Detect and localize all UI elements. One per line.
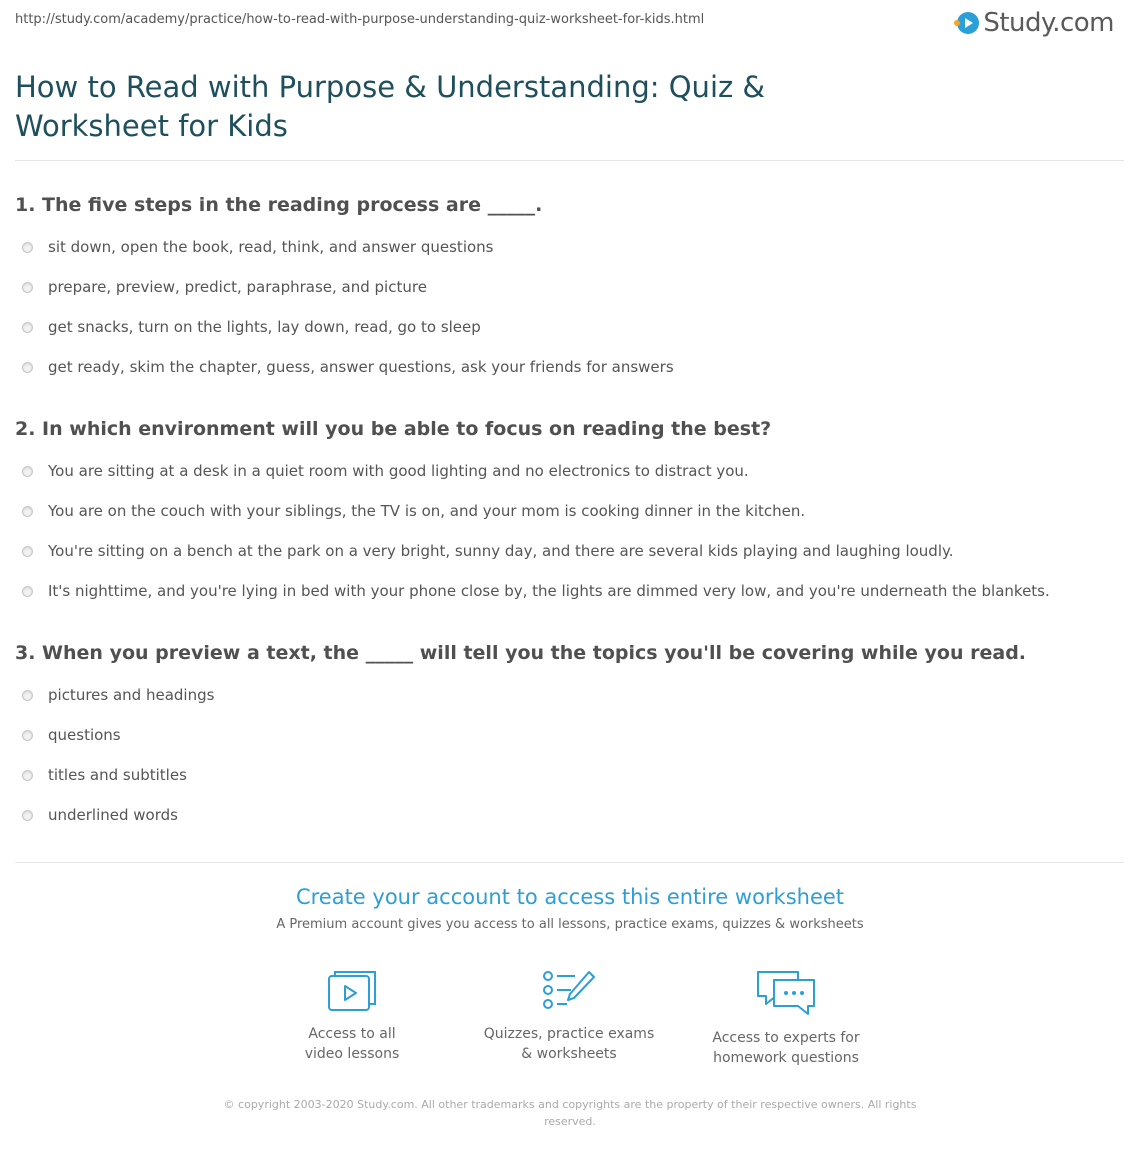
logo-text: Study.com <box>983 8 1114 38</box>
feature-experts <box>686 968 886 1068</box>
answer-option[interactable] <box>22 582 1050 600</box>
answer-option[interactable] <box>22 542 954 560</box>
radio-button[interactable] <box>22 322 33 333</box>
feature-quizzes <box>469 968 669 1064</box>
option-label: questions <box>48 726 121 744</box>
option-label: sit down, open the book, read, think, and answer questions <box>48 238 494 256</box>
radio-button[interactable] <box>22 586 33 597</box>
radio-button[interactable] <box>22 466 33 477</box>
video-lesson-icon <box>326 968 378 1014</box>
radio-button[interactable] <box>22 362 33 373</box>
copyright-notice: © copyright 2003-2020 Study.com. All other trademarks and copyrights are the property of their respective owners. All rights reserved. <box>223 1098 917 1128</box>
option-label: titles and subtitles <box>48 766 187 784</box>
answer-option[interactable] <box>22 278 427 296</box>
answer-option[interactable] <box>22 238 493 256</box>
answer-option[interactable] <box>22 502 805 520</box>
option-label: You are sitting at a desk in a quiet room with good lighting and no electronics to distract you. <box>48 462 749 480</box>
question-1: 1. The five steps in the reading process are _____. <box>15 194 543 216</box>
page-url: http://study.com/academy/practice/how-to-read-with-purpose-understanding-quiz-worksheet-for-kids.html <box>15 12 705 27</box>
page-title: How to Read with Purpose & Understanding: Quiz & Worksheet for Kids <box>15 70 766 143</box>
quiz-checklist-icon <box>541 968 597 1014</box>
create-account-link[interactable]: Create your account to access this entire worksheet <box>295 885 845 909</box>
feature-label: Quizzes, practice exams & worksheets <box>483 1026 655 1062</box>
radio-button[interactable] <box>22 690 33 701</box>
answer-option[interactable] <box>22 806 178 824</box>
option-label: You are on the couch with your siblings, the TV is on, and your mom is cooking dinner in the kitchen. <box>48 502 806 520</box>
answer-option[interactable] <box>22 358 674 376</box>
option-label: get snacks, turn on the lights, lay down, read, go to sleep <box>48 318 481 336</box>
cta-subtitle: A Premium account gives you access to all lessons, practice exams, quizzes & worksheets <box>276 917 864 932</box>
answer-option[interactable] <box>22 766 187 784</box>
divider <box>15 862 1124 863</box>
answer-option[interactable] <box>22 462 749 480</box>
answer-option[interactable] <box>22 686 214 704</box>
radio-button[interactable] <box>22 810 33 821</box>
divider <box>15 160 1124 161</box>
option-label: prepare, preview, predict, paraphrase, and picture <box>48 278 427 296</box>
chat-bubbles-icon <box>754 968 818 1018</box>
question-3: 3. When you preview a text, the _____ will tell you the topics you'll be covering while you read. <box>15 642 1027 664</box>
answer-option[interactable] <box>22 726 121 744</box>
answer-option[interactable] <box>22 318 481 336</box>
feature-label: Access to all video lessons <box>304 1026 400 1062</box>
question-2: 2. In which environment will you be able to focus on reading the best? <box>15 418 772 440</box>
option-label: It's nighttime, and you're lying in bed with your phone close by, the lights are dimmed very low, and you're underneath the blankets. <box>48 582 1050 600</box>
radio-button[interactable] <box>22 770 33 781</box>
option-label: You're sitting on a bench at the park on a very bright, sunny day, and there are several kids playing and laughing loudly. <box>48 542 954 560</box>
feature-video-lessons <box>252 968 452 1064</box>
study-logo[interactable] <box>957 8 1114 38</box>
play-circle-icon <box>957 12 979 34</box>
radio-button[interactable] <box>22 282 33 293</box>
option-label: get ready, skim the chapter, guess, answer questions, ask your friends for answers <box>48 358 674 376</box>
option-label: pictures and headings <box>48 686 215 704</box>
feature-label: Access to experts for homework questions <box>712 1030 860 1066</box>
radio-button[interactable] <box>22 242 33 253</box>
radio-button[interactable] <box>22 506 33 517</box>
radio-button[interactable] <box>22 546 33 557</box>
radio-button[interactable] <box>22 730 33 741</box>
option-label: underlined words <box>48 806 178 824</box>
